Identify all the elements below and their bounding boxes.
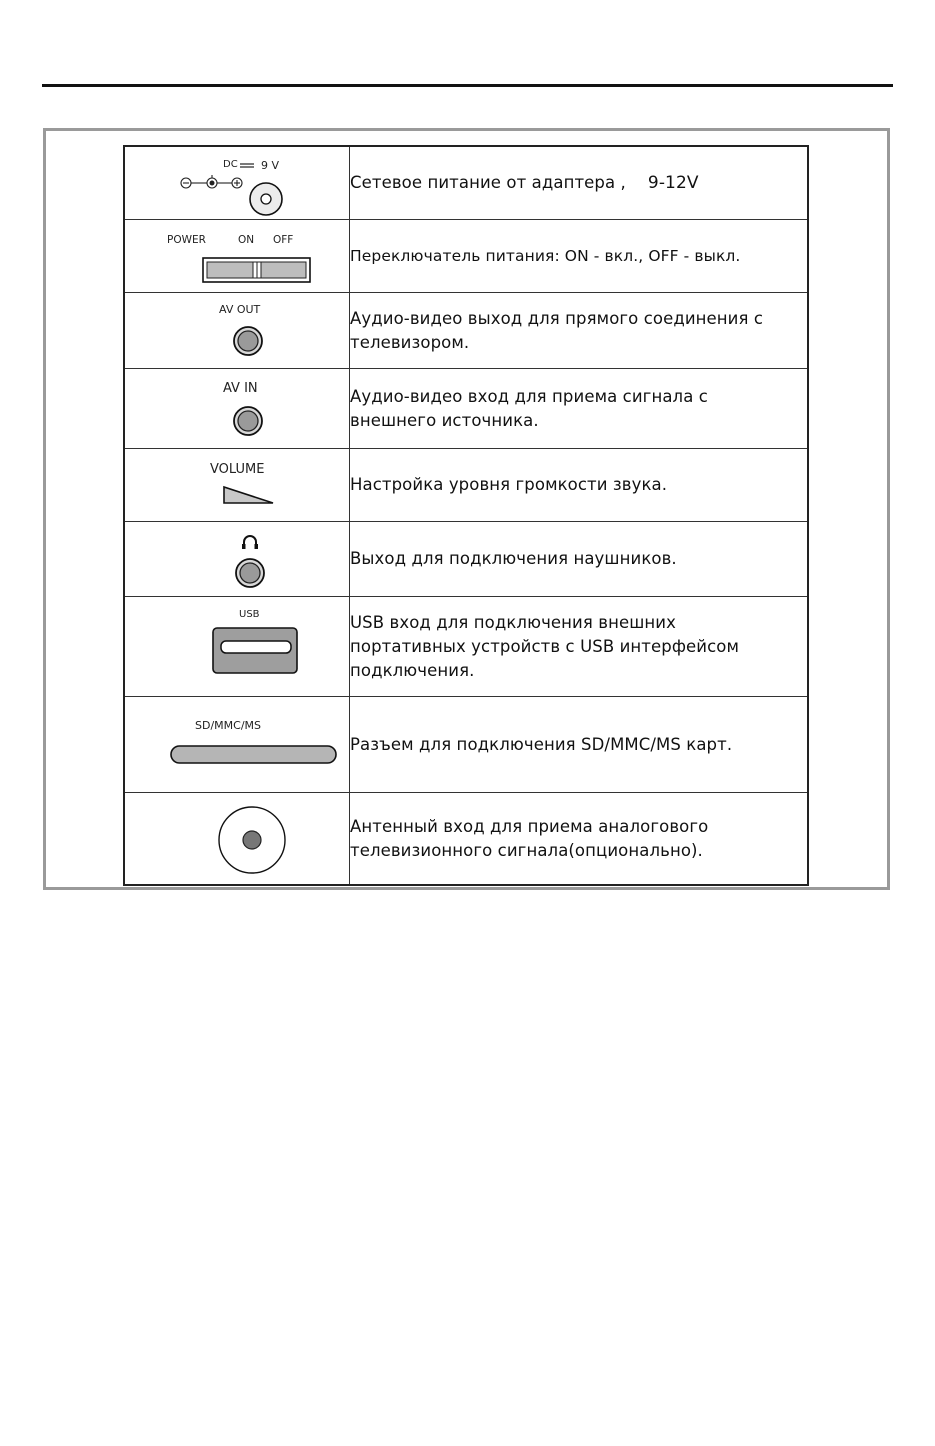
- table-row: [124, 522, 808, 597]
- av-out-text: Аудио-видео выход для прямого соединения с телевизором.: [350, 308, 764, 352]
- usb-description: [350, 597, 809, 697]
- power-switch-description: [350, 220, 809, 293]
- volume-wedge-icon: [125, 449, 349, 521]
- volume-cell: [124, 449, 350, 522]
- table-row: [124, 220, 808, 293]
- av-out-cell: [124, 293, 350, 369]
- dc-power-description: [350, 146, 809, 220]
- table-row: [124, 793, 808, 886]
- table-row: [124, 697, 808, 793]
- power-label: POWER: [167, 234, 206, 246]
- antenna-description: [350, 793, 809, 886]
- voltage-label: 9 V: [261, 159, 280, 172]
- off-label: OFF: [273, 234, 294, 246]
- av-in-text: Аудио-видео вход для приема сигнала с внешнего источника.: [350, 386, 708, 430]
- card-slot-text: Разъем для подключения SD/MMC/MS карт.: [350, 734, 733, 754]
- dc-power-text: Сетевое питание от адаптера ,: [350, 173, 626, 192]
- volume-label: VOLUME: [210, 462, 265, 477]
- power-switch-cell: [124, 220, 350, 293]
- table-row: [124, 369, 808, 449]
- headphone-jack-icon: [125, 522, 349, 596]
- table-row: [124, 293, 808, 369]
- usb-cell: [124, 597, 350, 697]
- av-out-jack-icon: [125, 293, 349, 368]
- power-switch-icon: [125, 220, 349, 292]
- dc-power-icon: [125, 147, 349, 219]
- power-switch-text: Переключатель питания: ON - вкл., OFF - выкл.: [350, 247, 741, 265]
- dc-power-cell: [124, 146, 350, 220]
- dc-voltage-range: 9-12V: [647, 173, 699, 193]
- av-in-label: AV IN: [223, 381, 258, 396]
- card-slot-label: SD/MMC/MS: [195, 719, 261, 732]
- headphone-text: Выход для подключения наушников.: [350, 549, 677, 568]
- table-row: [124, 597, 808, 697]
- table-row: [124, 146, 808, 220]
- dc-label: DC: [223, 159, 238, 170]
- antenna-cell: [124, 793, 350, 886]
- card-slot-description: [350, 697, 809, 793]
- card-slot-cell: [124, 697, 350, 793]
- av-in-description: [350, 369, 809, 449]
- av-in-cell: [124, 369, 350, 449]
- volume-text: Настройка уровня громкости звука.: [350, 475, 668, 494]
- volume-description: [350, 449, 809, 522]
- usb-text: USB вход для подключения внешних портативных устройств с USB интерфейсом подключения.: [350, 612, 740, 680]
- av-in-jack-icon: [125, 369, 349, 448]
- usb-label: USB: [239, 609, 260, 620]
- av-out-description: [350, 293, 809, 369]
- headphone-description: [350, 522, 809, 597]
- connector-table: [123, 145, 809, 886]
- card-slot-icon: [125, 697, 349, 792]
- usb-port-icon: [125, 597, 349, 696]
- table-row: [124, 449, 808, 522]
- headphone-cell: [124, 522, 350, 597]
- antenna-text: Антенный вход для приема аналогового телевизионного сигнала(опционально).: [350, 816, 709, 860]
- top-rule: [42, 84, 893, 87]
- av-out-label: AV OUT: [219, 303, 261, 316]
- on-label: ON: [238, 234, 255, 246]
- antenna-jack-icon: [125, 793, 349, 884]
